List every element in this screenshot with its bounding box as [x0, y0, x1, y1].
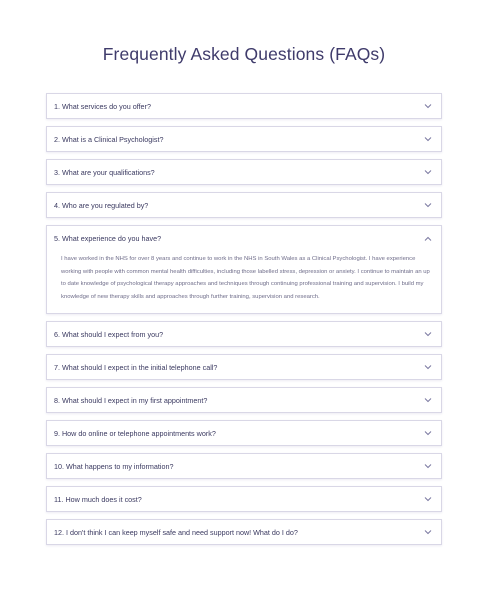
faq-header[interactable]	[47, 322, 441, 346]
faq-header[interactable]	[47, 487, 441, 511]
faq-item	[46, 420, 442, 446]
chevron-down-icon[interactable]	[423, 461, 433, 471]
faq-item	[46, 519, 442, 545]
faq-header[interactable]	[47, 421, 441, 445]
faq-item	[46, 192, 442, 218]
chevron-down-icon[interactable]	[423, 167, 433, 177]
faq-item	[46, 486, 442, 512]
faq-question: 12. I don't think I can keep myself safe and need support now! What do I do?	[54, 527, 298, 537]
faq-question: 10. What happens to my information?	[54, 461, 174, 471]
faq-question: 11. How much does it cost?	[54, 494, 142, 504]
chevron-down-icon[interactable]	[423, 329, 433, 339]
faq-question: 9. How do online or telephone appointments work?	[54, 428, 216, 438]
faq-item	[46, 387, 442, 413]
faq-item	[46, 159, 442, 185]
faq-header[interactable]	[47, 520, 441, 544]
faq-header[interactable]	[47, 388, 441, 412]
chevron-down-icon[interactable]	[423, 494, 433, 504]
faq-item	[46, 93, 442, 119]
faq-question: 8. What should I expect in my first appointment?	[54, 395, 208, 405]
chevron-down-icon[interactable]	[423, 134, 433, 144]
faq-header[interactable]	[47, 94, 441, 118]
chevron-down-icon[interactable]	[423, 428, 433, 438]
chevron-down-icon[interactable]	[423, 395, 433, 405]
chevron-down-icon[interactable]	[423, 362, 433, 372]
faq-header[interactable]	[47, 193, 441, 217]
faq-item	[46, 354, 442, 380]
faq-question: 6. What should I expect from you?	[54, 329, 164, 339]
faq-item	[46, 126, 442, 152]
faq-question: 5. What experience do you have?	[54, 234, 162, 243]
faq-question: 1. What services do you offer?	[54, 101, 151, 111]
faq-header[interactable]	[47, 454, 441, 478]
chevron-down-icon[interactable]	[423, 200, 433, 210]
chevron-down-icon[interactable]	[423, 527, 433, 537]
faq-header[interactable]	[47, 127, 441, 151]
faq-header[interactable]	[47, 226, 441, 251]
faq-header[interactable]	[47, 355, 441, 379]
faq-question: 7. What should I expect in the initial telephone call?	[54, 362, 218, 372]
faq-question: 2. What is a Clinical Psychologist?	[54, 134, 164, 144]
faq-question: 4. Who are you regulated by?	[54, 200, 149, 210]
faq-header[interactable]	[47, 160, 441, 184]
faq-answer: I have worked in the NHS for over 8 years and continue to work in the NHS in South Wales as a Clinical Psychologist. I have experience working with people with common mental health difficulties, including those labelled stress, depression or anxiety. I continue to maintain an up to date knowledge of psychological therapy approaches and techniques through continuing professional training and supervision. I build my knowledge of new therapy skills and approaches through further training, supervision and research.	[61, 256, 430, 300]
faq-list	[46, 93, 442, 552]
chevron-up-icon[interactable]	[423, 234, 433, 244]
faq-item	[46, 321, 442, 347]
faq-question: 3. What are your qualifications?	[54, 167, 155, 177]
faq-item-expanded	[46, 225, 442, 314]
chevron-down-icon[interactable]	[423, 101, 433, 111]
page-title: Frequently Asked Questions (FAQs)	[102, 44, 386, 64]
faq-item	[46, 453, 442, 479]
